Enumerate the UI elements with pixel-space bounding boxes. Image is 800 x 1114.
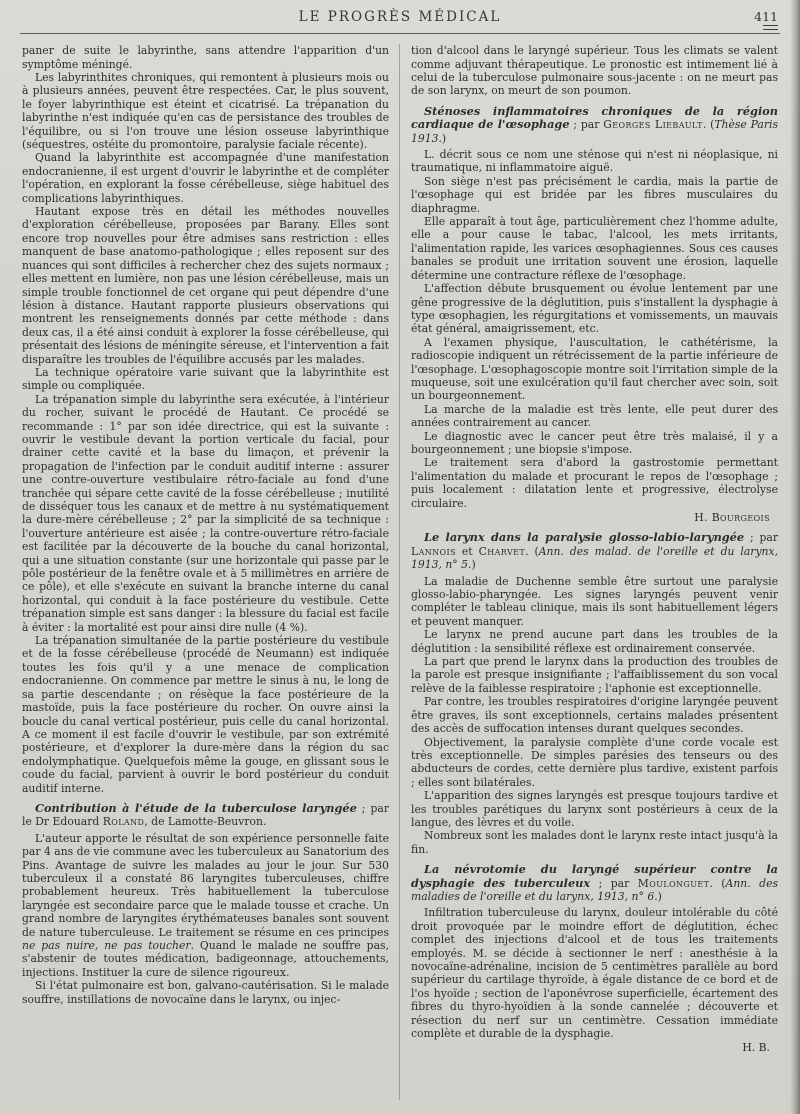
text-segment: paner de suite le labyrinthe, sans attendre l'apparition d'un symptôme méningé. (22, 44, 389, 71)
text-segment: . ( (709, 876, 726, 890)
text-segment: L'auteur apporte le résultat de son expérience personnelle faite par 4 ans de vie commune avec les tuberculeux au Sanatorium des Pins. Avantage de suivre les malades au jour le jour. Sur 530 tuberculeux il a constaté 86 laryngites tuberculeuses, chiffre probablement heureux. Très habituellement la tuberculose laryngée est secondaire parce que le malade tousse et crache. Un grand nombre de laryngites érythémateuses banales sont souvent de nature tuberculeuse. Le traitement se résume en ces principes (22, 831, 389, 939)
journal-title: LE PROGRÈS MÉDICAL (298, 9, 502, 25)
paragraph (411, 655, 778, 695)
text-segment: L'affection débute brusquement ou évolue lentement par une gêne progressive de la déglutition, puis s'installent la dysphagie à type œsophagien, les régurgitations et vomissements, un mauvais état général, amaigrissement, etc. (411, 282, 778, 336)
text-segment: ) (657, 889, 662, 903)
text-segment: Contribution à l'étude de la tuberculose laryngée (35, 800, 357, 815)
paragraph (22, 832, 389, 979)
text-segment: La trépanation simple du labyrinthe sera exécutée, à l'intérieur du rocher, suivant le procédé de Hautant. Ce procédé se recommande : 1° par son idée directrice, qui est la suivante : ouvrir le vestibule devant la portion verticale du facial, pour drainer cette cavité et la base du limaçon, et prévenir la propagation de l'infection par le conduit auditif interne : assurer une contre-ouverture vestibulaire rétro-faciale au fond d'une tranchée qui sépare cette cavité de la fosse cérébelleuse ; inutilité de disséquer tous les canaux et de mettre à nu systématiquement la dure-mère cérébelleuse ; 2° par la simplicité de sa technique : l'ouverture antérieure est aisée ; la contre-ouverture rétro-faciale est facilitée par la découverte de la bouche du canal horizontal, qui a une situation constante (sur une horizontale qui passe par le pôle postérieur de la fenêtre ovale et à 5 millimètres en arrière de ce pôle), et elle s'exécute en suivant la branche interne du canal horizontal, qui conduit à la face postérieure du vestibule. Cette trépanation simple est sans danger : la blessure du facial est facile à éviter : la mortalité est pour ainsi dire nulle (4 %). (22, 392, 389, 634)
text-segment: La trépanation simultanée de la partie postérieure du vestibule et de la fosse cérébelleuse (procédé de Neumann) est indiquée toutes les fois qu'il y a une menace de complication endocranienne. On commence par mettre le sinus à nu, le long de sa partie descendante ; on résèque la face postérieure de la mastoïde, puis la face postérieure du rocher. On ouvre ainsi la boucle du canal vertical postérieur, puis celle du canal horizontal. A ce moment il est facile d'ouvrir le vestibule, par son extrémité postérieure, et d'explorer la dure-mère dans la région du sac endolymphatique. Quelquefois même la gouge, en glissant sous le coude du facial, parvient à ouvrir le bord postérieur du conduit auditif interne. (22, 634, 389, 795)
text-segment: Le larynx dans la paralysie glosso-labio-laryngée (424, 530, 745, 545)
text-segment: Le traitement sera d'abord la gastrostomie permettant l'alimentation du malade et procurant le repos de l'œsophage ; puis localement : dilatation lente et progressive, électrolyse circulaire. (411, 456, 778, 510)
text-segment: Ann. des maladies de l'oreille et du larynx, 1913, n° 6. (411, 876, 779, 903)
text-segment: Le larynx ne prend aucune part dans les troubles de la déglutition : la sensibilité réflexe est ordinairement conservée. (411, 628, 778, 655)
text-segment: ne pas nuire, ne pas toucher (22, 939, 191, 952)
signature (411, 1041, 778, 1054)
text-segment: ; par (744, 531, 778, 545)
text-segment: Si l'état pulmonaire est bon, galvano-cautérisation. Si le malade souffre, instillations de novocaïne dans le larynx, ou injec- (22, 979, 389, 1006)
text-segment: ; par (569, 118, 604, 132)
text-segment: H. B. (742, 1041, 770, 1055)
text-segment: . ( (702, 118, 715, 132)
paragraph (411, 628, 778, 655)
paragraph (411, 456, 778, 510)
paragraph (22, 44, 389, 71)
text-segment: ) (441, 131, 447, 145)
section-heading (411, 863, 778, 903)
paragraph (22, 366, 389, 393)
text-segment: . ( (525, 544, 539, 558)
page-header (0, 0, 800, 30)
text-segment: La part que prend le larynx dans la production des troubles de la parole est presque insignifiante ; l'affaiblissement du son vocal relève de la faiblesse respiratoire ; l'aphonie est exceptionnelle. (411, 655, 778, 695)
text-segment: ) (471, 558, 476, 572)
text-segment: Roland (102, 815, 145, 829)
signature (411, 511, 778, 524)
text-segment: La névrotomie du laryngé supérieur contre la dysphagie des tuberculeux (411, 862, 778, 890)
text-segment: ; par (590, 876, 638, 890)
text-segment: Sténoses inflammatoires chroniques de la région cardiaque de l'œsophage (411, 103, 778, 132)
text-segment: La technique opératoire varie suivant que la labyrinthite est simple ou compliquée. (22, 365, 389, 393)
paragraph (22, 205, 389, 366)
paragraph (411, 789, 778, 829)
text-segment: H. Bourgeois (694, 511, 770, 524)
section-heading (411, 531, 778, 571)
text-segment: Moulonguet (637, 876, 710, 890)
paragraph (411, 906, 778, 1040)
paragraph (22, 979, 389, 1006)
text-segment: L'apparition des signes laryngés est presque toujours tardive et les troubles parétiques du larynx sont postérieurs à ceux de la langue, des lèvres et du voile. (411, 789, 778, 829)
right-column (411, 44, 778, 1106)
paragraph (411, 148, 778, 175)
text-segment: tion d'alcool dans le laryngé supérieur. Tous les climats se valent comme adjuvant thérapeutique. Le pronostic est intimement lié à celui de la tuberculose pulmonaire sous-jacente : on ne meurt pas de son larynx, on meurt de son poumon. (411, 44, 778, 98)
text-segment: Son siège n'est pas précisément le cardia, mais la partie de l'œsophage qui est bridée par les fibres musculaires du diaphragme. (411, 174, 778, 215)
text-segment: Hautant expose très en détail les méthodes nouvelles d'exploration cérébelleuse, proposées par Barany. Elles sont encore trop nouvelles pour être admises sans restriction : elles manquent de base anatomo-pathologique ; elles reposent sur des nuances qui sont difficiles à rechercher chez des sujets normaux ; elles mettent en lumière, non pas une lésion cérébelleuse, mais un simple trouble fonctionnel de cet organe qui peut dépendre d'une lésion à distance. Hautant rapporte plusieurs observations qui montrent les renseignements donnés par cette méthode : dans deux cas, il a été ainsi conduit à explorer la fosse cérébelleuse, qui présentait des lésions de méningite séreuse, et l'intervention a fait disparaître les troubles de l'équilibre accusés par les malades. (22, 205, 390, 366)
left-column (22, 44, 389, 1106)
text-segment: et (455, 544, 479, 558)
text-segment: Les labyrinthites chroniques, qui remontent à plusieurs mois ou à plusieurs années, peuvent être respectées. Car, le plus souvent, le foyer labyrinthique est éteint et cicatrisé. La trépanation du labyrinthe n'est indiquée qu'en cas de persistance des troubles de l'équilibre, ou si l'on trouve une lésion osseuse labyrinthique (séquestres, ostéite du promontoire, paralysie faciale récente). (22, 71, 389, 152)
text-segment: , de Lamotte-Beuvron. (144, 815, 267, 829)
section-heading (22, 802, 389, 829)
text-segment: Par contre, les troubles respiratoires d'origine laryngée peuvent être graves, ils sont exceptionnels, certains malades présentent des accès de suffocation intenses durant quelques secondes. (411, 695, 778, 736)
text-segment: Objectivement, la paralysie complète d'une corde vocale est très exceptionnelle. De simples parésies des tenseurs ou des abducteurs de cordes, cette dernière plus tardive, existent parfois ; elles sont bilatérales. (411, 735, 778, 789)
text-segment: Elle apparaît à tout âge, particulièrement chez l'homme adulte, elle a pour cause le tabac, l'alcool, les mets irritants, l'alimentation rapide, les varices œsophagiennes. Sous ces causes banales se produit une irritation souvent une érosion, laquelle détermine une contracture réflexe de l'œsophage. (411, 215, 778, 282)
paragraph (411, 575, 778, 629)
text-segment: La marche de la maladie est très lente, elle peut durer des années contrairement au cancer. (411, 402, 778, 430)
paragraph (22, 151, 389, 205)
text-segment: . Quand le malade ne souffre pas, s'abstenir de toutes médication, badigeonnage, attouchements, injections. Instituer la cure de silence rigoureux. (22, 939, 390, 979)
text-segment: Ann. des malad. de l'oreille et du larynx, 1913, n° 5. (411, 544, 779, 572)
paragraph (411, 695, 778, 735)
text-segment: ; par le Dr Edouard (22, 801, 389, 829)
text-segment: Georges Liebault (603, 118, 703, 132)
paragraph (411, 736, 778, 790)
section-heading (411, 105, 778, 145)
page-number: 411 (754, 9, 778, 24)
text-segment: A l'examen physique, l'auscultation, le cathétérisme, la radioscopie indiquent un rétrécissement de la partie inférieure de l'œsophage. L'œsophagoscopie montre soit l'irritation simple de la muqueuse, soit une exulcération qu'il faut chercher avec soin, soit un bourgeonnement. (411, 335, 778, 403)
text-segment: Le diagnostic avec le cancer peut être très malaisé, il y a bourgeonnement ; une biopsie s'impose. (411, 429, 778, 456)
paragraph (411, 215, 778, 282)
text-segment: La maladie de Duchenne semble être surtout une paralysie glosso-labio-pharyngée. Les signes laryngés peuvent venir compléter le tableau clinique, mais ils sont habituellement légers et peuvent manquer. (411, 574, 778, 628)
page-number-mark (763, 25, 778, 30)
paragraph (22, 71, 389, 151)
text-segment: Infiltration tuberculeuse du larynx, douleur intolérable du côté droit provoquée par le moindre effort de déglutition, échec complet des injections d'alcool et de tous les traitements employés. M. se décide à sectionner le nerf : anesthésie à la novocaïne-adrénaline, incision de 5 centimètres parallèle au bord supérieur du cartilage thyroïde, à égale distance de ce bord et de l'os hyoïde ; section de l'aponévrose superficielle, écartement des fibres du thyro-hyoïdien à la sonde cannelée ; découverte et résection du nerf sur un centimètre. Cessation immédiate complète et durable de la dysphagie. (411, 906, 778, 1041)
text-segment: Lannois (411, 544, 456, 558)
paragraph (411, 282, 778, 336)
text-segment: Quand la labyrinthite est accompagnée d'une manifestation endocranienne, il est urgent d'ouvrir le labyrinthe et de compléter l'opération, en explorant la fosse cérébelleuse, siège habituel des complications labyrinthiques. (22, 151, 389, 205)
page-number-block (501, 9, 778, 30)
paragraph (411, 430, 778, 457)
paragraph (22, 634, 389, 795)
paragraph (411, 829, 778, 856)
text-columns (0, 34, 800, 1106)
text-segment: L. décrit sous ce nom une sténose qui n'est ni néoplasique, ni traumatique, ni inflammatoire aiguë. (411, 148, 778, 175)
paragraph (22, 393, 389, 634)
text-segment: Charvet (478, 544, 526, 558)
text-segment: Nombreux sont les malades dont le larynx reste intact jusqu'à la fin. (411, 829, 778, 856)
paragraph (411, 403, 778, 430)
paragraph (411, 336, 778, 403)
text-segment: Thèse Paris 1913. (411, 118, 779, 145)
paragraph (411, 175, 778, 215)
paragraph (411, 44, 778, 98)
